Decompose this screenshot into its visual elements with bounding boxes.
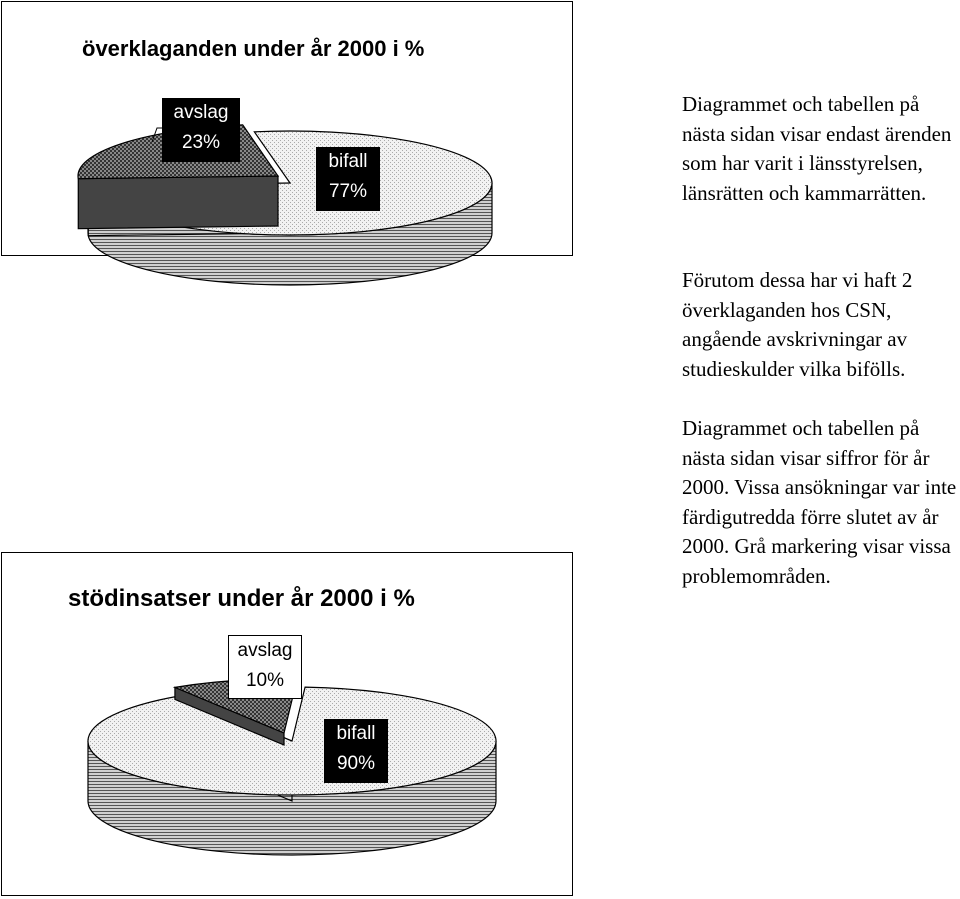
- paragraph-text: Diagrammet och tabellen på nästa sidan visar siffror för år 2000. Vissa ansökningar var inte färdigutredda förre slutet av år 2000. Grå markering visar vissa problemområden.: [682, 416, 957, 588]
- slice-label-avslag: [228, 635, 302, 699]
- pie-slice-bifall: [88, 687, 496, 795]
- slice-label-avslag: [162, 98, 240, 162]
- paragraph-text: Diagrammet och tabellen på nästa sidan visar endast ärenden som har varit i länsstyrelsen, länsrätten och kammarrätten.: [682, 92, 952, 205]
- slice-label-text: avslag: [173, 102, 229, 123]
- slice-value-text: 77%: [328, 181, 368, 202]
- chart-title: stödinsatser under år 2000 i %: [68, 585, 415, 612]
- paragraph-3: [682, 414, 960, 591]
- slice-label-text: bifall: [336, 723, 376, 744]
- chart-stodinsatser: [1, 552, 573, 896]
- paragraph-text: Förutom dessa har vi haft 2 överklaganden hos CSN, angående avskrivningar av studieskulder vilka bifölls.: [682, 268, 913, 381]
- chart-title: överklaganden under år 2000 i %: [82, 36, 425, 61]
- pie-chart: [2, 553, 574, 897]
- slice-label-bifall: [324, 719, 388, 783]
- slice-value-text: 10%: [245, 670, 285, 691]
- pie-chart: [2, 2, 574, 257]
- paragraph-2: [682, 266, 960, 384]
- slice-value-text: 23%: [181, 132, 221, 153]
- pie-slice-side-avslag: [78, 176, 278, 229]
- slice-label-text: avslag: [237, 640, 293, 661]
- slice-label-bifall: [316, 147, 380, 211]
- paragraph-1: [682, 90, 960, 208]
- chart-overklaganden: [1, 1, 573, 256]
- slice-label-text: bifall: [328, 151, 368, 172]
- slice-value-text: 90%: [336, 753, 376, 774]
